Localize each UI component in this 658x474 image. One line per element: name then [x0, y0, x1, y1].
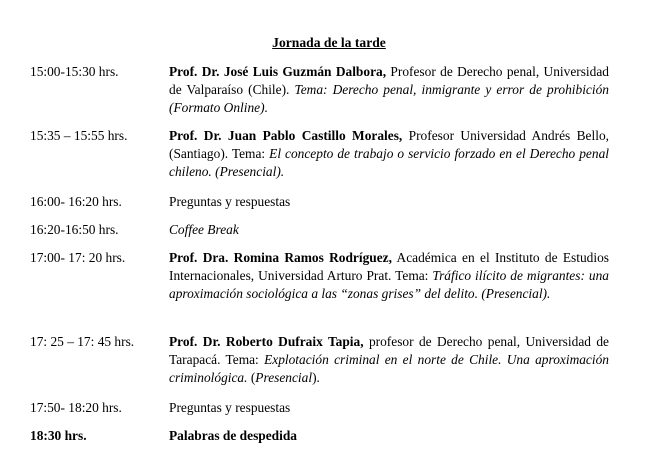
time-slot: 17: 25 – 17: 45 hrs.: [30, 334, 135, 349]
session-topic: Explotación criminal en el norte de Chile. Una aproximación criminológica.: [169, 352, 609, 385]
speaker-name: Prof. Dra. Romina Ramos Rodríguez,: [169, 250, 392, 265]
session-description: [169, 127, 609, 181]
session-description: Preguntas y respuestas: [169, 400, 291, 415]
speaker-name: Prof. Dr. Juan Pablo Castillo Morales,: [169, 128, 403, 143]
session-description: Palabras de despedida: [169, 428, 297, 443]
time-slot: 16:00- 16:20 hrs.: [30, 194, 122, 209]
session-description: [169, 63, 609, 117]
session-description: [169, 249, 609, 303]
attendance-mode: Presencial: [255, 370, 313, 385]
time-slot: 16:20-16:50 hrs.: [30, 222, 119, 237]
suffix-open: (: [247, 370, 256, 385]
time-slot: 17:50- 18:20 hrs.: [30, 400, 122, 415]
page-title: Jornada de la tarde: [272, 35, 386, 50]
speaker-affiliation: Académica en el Instituto de Estudios Internacionales, Universidad Arturo Prat.: [169, 250, 610, 283]
session-topic: Tráfico ilícito de migrantes: una aproximación sociológica a las “zonas grises” del delito. (Presencial).: [169, 268, 609, 301]
time-slot: 15:35 – 15:55 hrs.: [30, 128, 128, 143]
topic-label: Tema:: [225, 352, 265, 367]
speaker-affiliation: Profesor Universidad Andrés Bello, (Santiago).: [169, 128, 609, 161]
session-description: [169, 333, 609, 387]
topic-label: Tema:: [395, 268, 433, 283]
speaker-name: Prof. Dr. Roberto Dufraix Tapia,: [169, 334, 364, 349]
speaker-name: Prof. Dr. José Luis Guzmán Dalbora,: [169, 64, 387, 79]
session-topic: Derecho penal, inmigrante y error de prohibición (Formato Online).: [169, 82, 609, 115]
speaker-affiliation: Profesor de Derecho penal, Universidad de Valparaíso (Chile).: [169, 64, 609, 97]
speaker-affiliation: profesor de Derecho penal, Universidad de Tarapacá.: [169, 334, 609, 367]
session-description: Preguntas y respuestas: [169, 194, 291, 209]
session-topic: El concepto de trabajo o servicio forzado en el Derecho penal chileno. (Presencial).: [169, 146, 609, 179]
topic-label: Tema:: [231, 146, 270, 161]
time-slot: 18:30 hrs.: [30, 428, 87, 443]
suffix-close: ).: [312, 370, 320, 385]
topic-label: Tema:: [294, 82, 328, 97]
session-description: Coffee Break: [169, 222, 239, 237]
time-slot: 15:00-15:30 hrs.: [30, 64, 119, 79]
time-slot: 17:00- 17: 20 hrs.: [30, 250, 126, 265]
